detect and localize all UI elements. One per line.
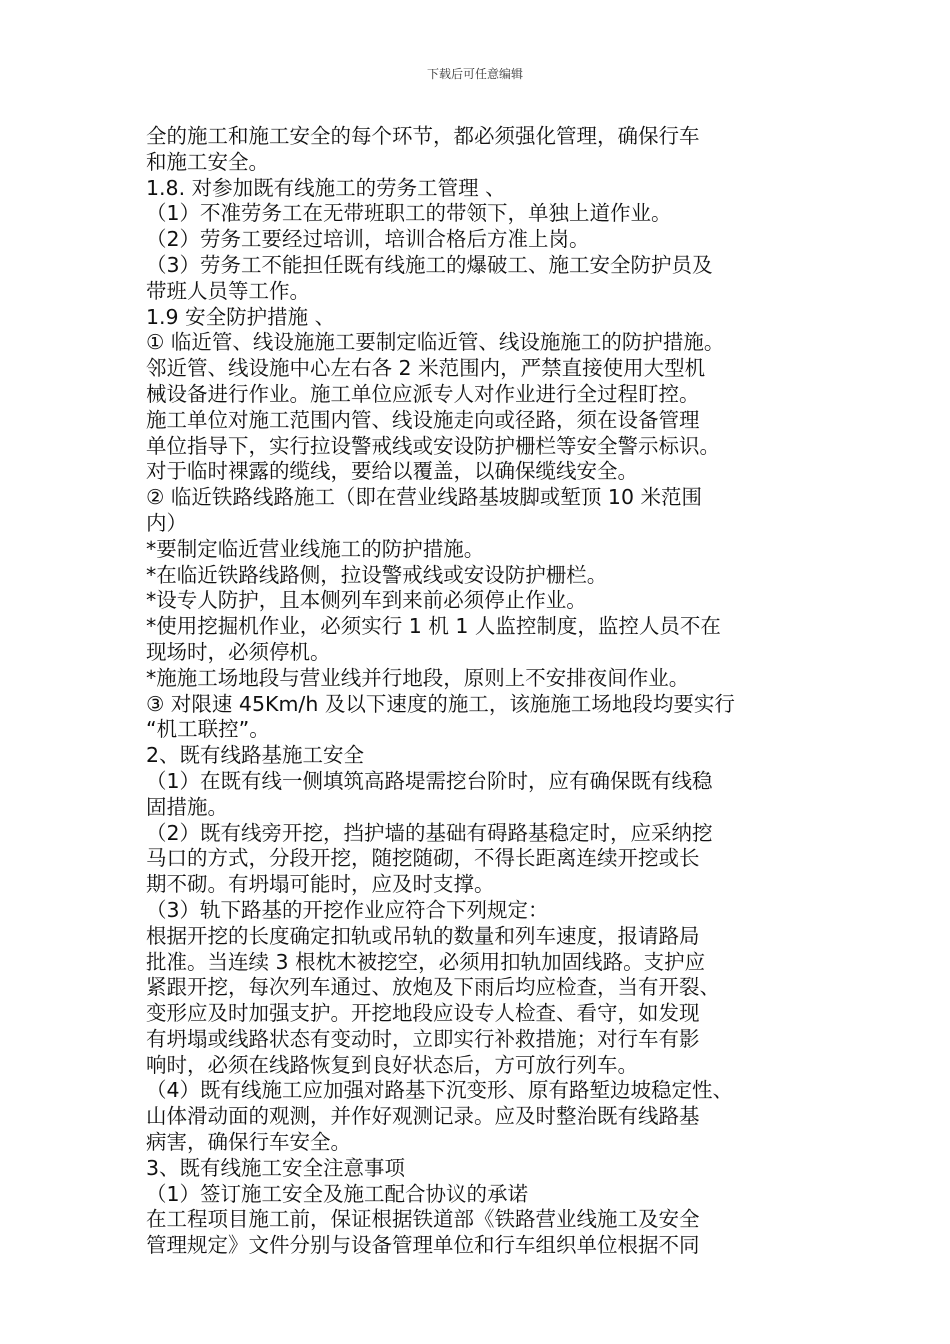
text-line: （4）既有线施工应加强对路基下沉变形、原有路堑边坡稳定性、 (146, 1078, 734, 1103)
text-line: 内） (146, 510, 187, 535)
text-line: *使用挖掘机作业，必须实行 1 机 1 人监控制度，监控人员不在 (146, 614, 721, 639)
text-line: 紧跟开挖，每次列车通过、放炮及下雨后均应检查，当有开裂、 (146, 975, 720, 1000)
text-line: 马口的方式，分段开挖，随挖随砌，不得长距离连续开挖或长 (146, 846, 700, 871)
text-line: 管理规定》文件分别与设备管理单位和行车组织单位根据不同 (146, 1233, 700, 1258)
text-line: 山体滑动面的观测，并作好观测记录。应及时整治既有线路基 (146, 1104, 700, 1129)
text-line: 现场时，必须停机。 (146, 639, 331, 664)
text-line: 和施工安全。 (146, 149, 269, 174)
text-line: （1）签订施工安全及施工配合协议的承诺 (146, 1181, 529, 1206)
text-line: 期不砌。有坍塌可能时，应及时支撑。 (146, 872, 495, 897)
text-line: 施工单位对施工范围内管、线设施走向或径路，须在设备管理 (146, 407, 700, 432)
text-line: “机工联控”。 (146, 717, 270, 742)
text-line: （2）既有线旁开挖，挡护墙的基础有碍路基稳定时，应采纳挖 (146, 820, 713, 845)
text-line: 有坍塌或线路状态有变动时，立即实行补救措施；对行车有影 (146, 1026, 700, 1051)
text-line: ① 临近管、线设施施工要制定临近管、线设施施工的防护措施。 (146, 330, 725, 355)
text-line: 病害，确保行车安全。 (146, 1130, 351, 1155)
text-line: （3）轨下路基的开挖作业应符合下列规定： (146, 897, 549, 922)
text-line: 械设备进行作业。施工单位应派专人对作业进行全过程盯控。 (146, 381, 700, 406)
text-line: （1）在既有线一侧填筑高路堤需挖台阶时，应有确保既有线稳 (146, 768, 713, 793)
text-line: 1.8. 对参加既有线施工的劳务工管理 、 (146, 175, 506, 200)
text-line: 全的施工和施工安全的每个环节，都必须强化管理，确保行车 (146, 124, 700, 148)
text-line: 根据开挖的长度确定扣轨或吊轨的数量和列车速度，报请路局 (146, 923, 700, 948)
page-header: 下载后可任意编辑 (426, 67, 523, 81)
text-line: 对于临时裸露的缆线，要给以覆盖，以确保缆线安全。 (146, 459, 638, 484)
text-line: 在工程项目施工前，保证根据铁道部《铁路营业线施工及安全 (146, 1207, 700, 1232)
text-line: （1）不准劳务工在无带班职工的带领下，单独上道作业。 (146, 201, 672, 226)
text-line: *施施工场地段与营业线并行地段，原则上不安排夜间作业。 (146, 665, 690, 690)
document-body (146, 124, 826, 1259)
text-line: 2、既有线路基施工安全 (146, 743, 365, 768)
text-line: （3）劳务工不能担任既有线施工的爆破工、施工安全防护员及 (146, 252, 713, 277)
text-line: 批准。当连续 3 根枕木被挖空，必须用扣轨加固线路。支护应 (146, 949, 706, 974)
text-line: 变形应及时加强支护。开挖地段应设专人检查、看守，如发现 (146, 1001, 700, 1026)
text-line: 响时，必须在线路恢复到良好状态后，方可放行列车。 (146, 1052, 638, 1077)
text-line: 单位指导下，实行拉设警戒线或安设防护栅栏等安全警示标识。 (146, 433, 720, 458)
text-line: 1.9 安全防护措施 、 (146, 304, 336, 329)
text-line: *在临近铁路线路侧，拉设警戒线或安设防护栅栏。 (146, 562, 608, 587)
text-line: ② 临近铁路线路施工（即在营业线路基坡脚或堑顶 10 米范围 (146, 485, 703, 510)
text-line: 邻近管、线设施中心左右各 2 米范围内，严禁直接使用大型机 (146, 356, 706, 381)
text-line: （2）劳务工要经过培训，培训合格后方准上岗。 (146, 227, 590, 252)
text-line: *要制定临近营业线施工的防护措施。 (146, 536, 485, 561)
text-line: *设专人防护，且本侧列车到来前必须停止作业。 (146, 588, 587, 613)
text-line: ③ 对限速 45Km/h 及以下速度的施工，该施施工场地段均要实行 (146, 691, 735, 716)
text-line: 3、既有线施工安全注意事项 (146, 1155, 406, 1180)
text-line: 固措施。 (146, 794, 228, 819)
text-line: 带班人员等工作。 (146, 278, 310, 303)
